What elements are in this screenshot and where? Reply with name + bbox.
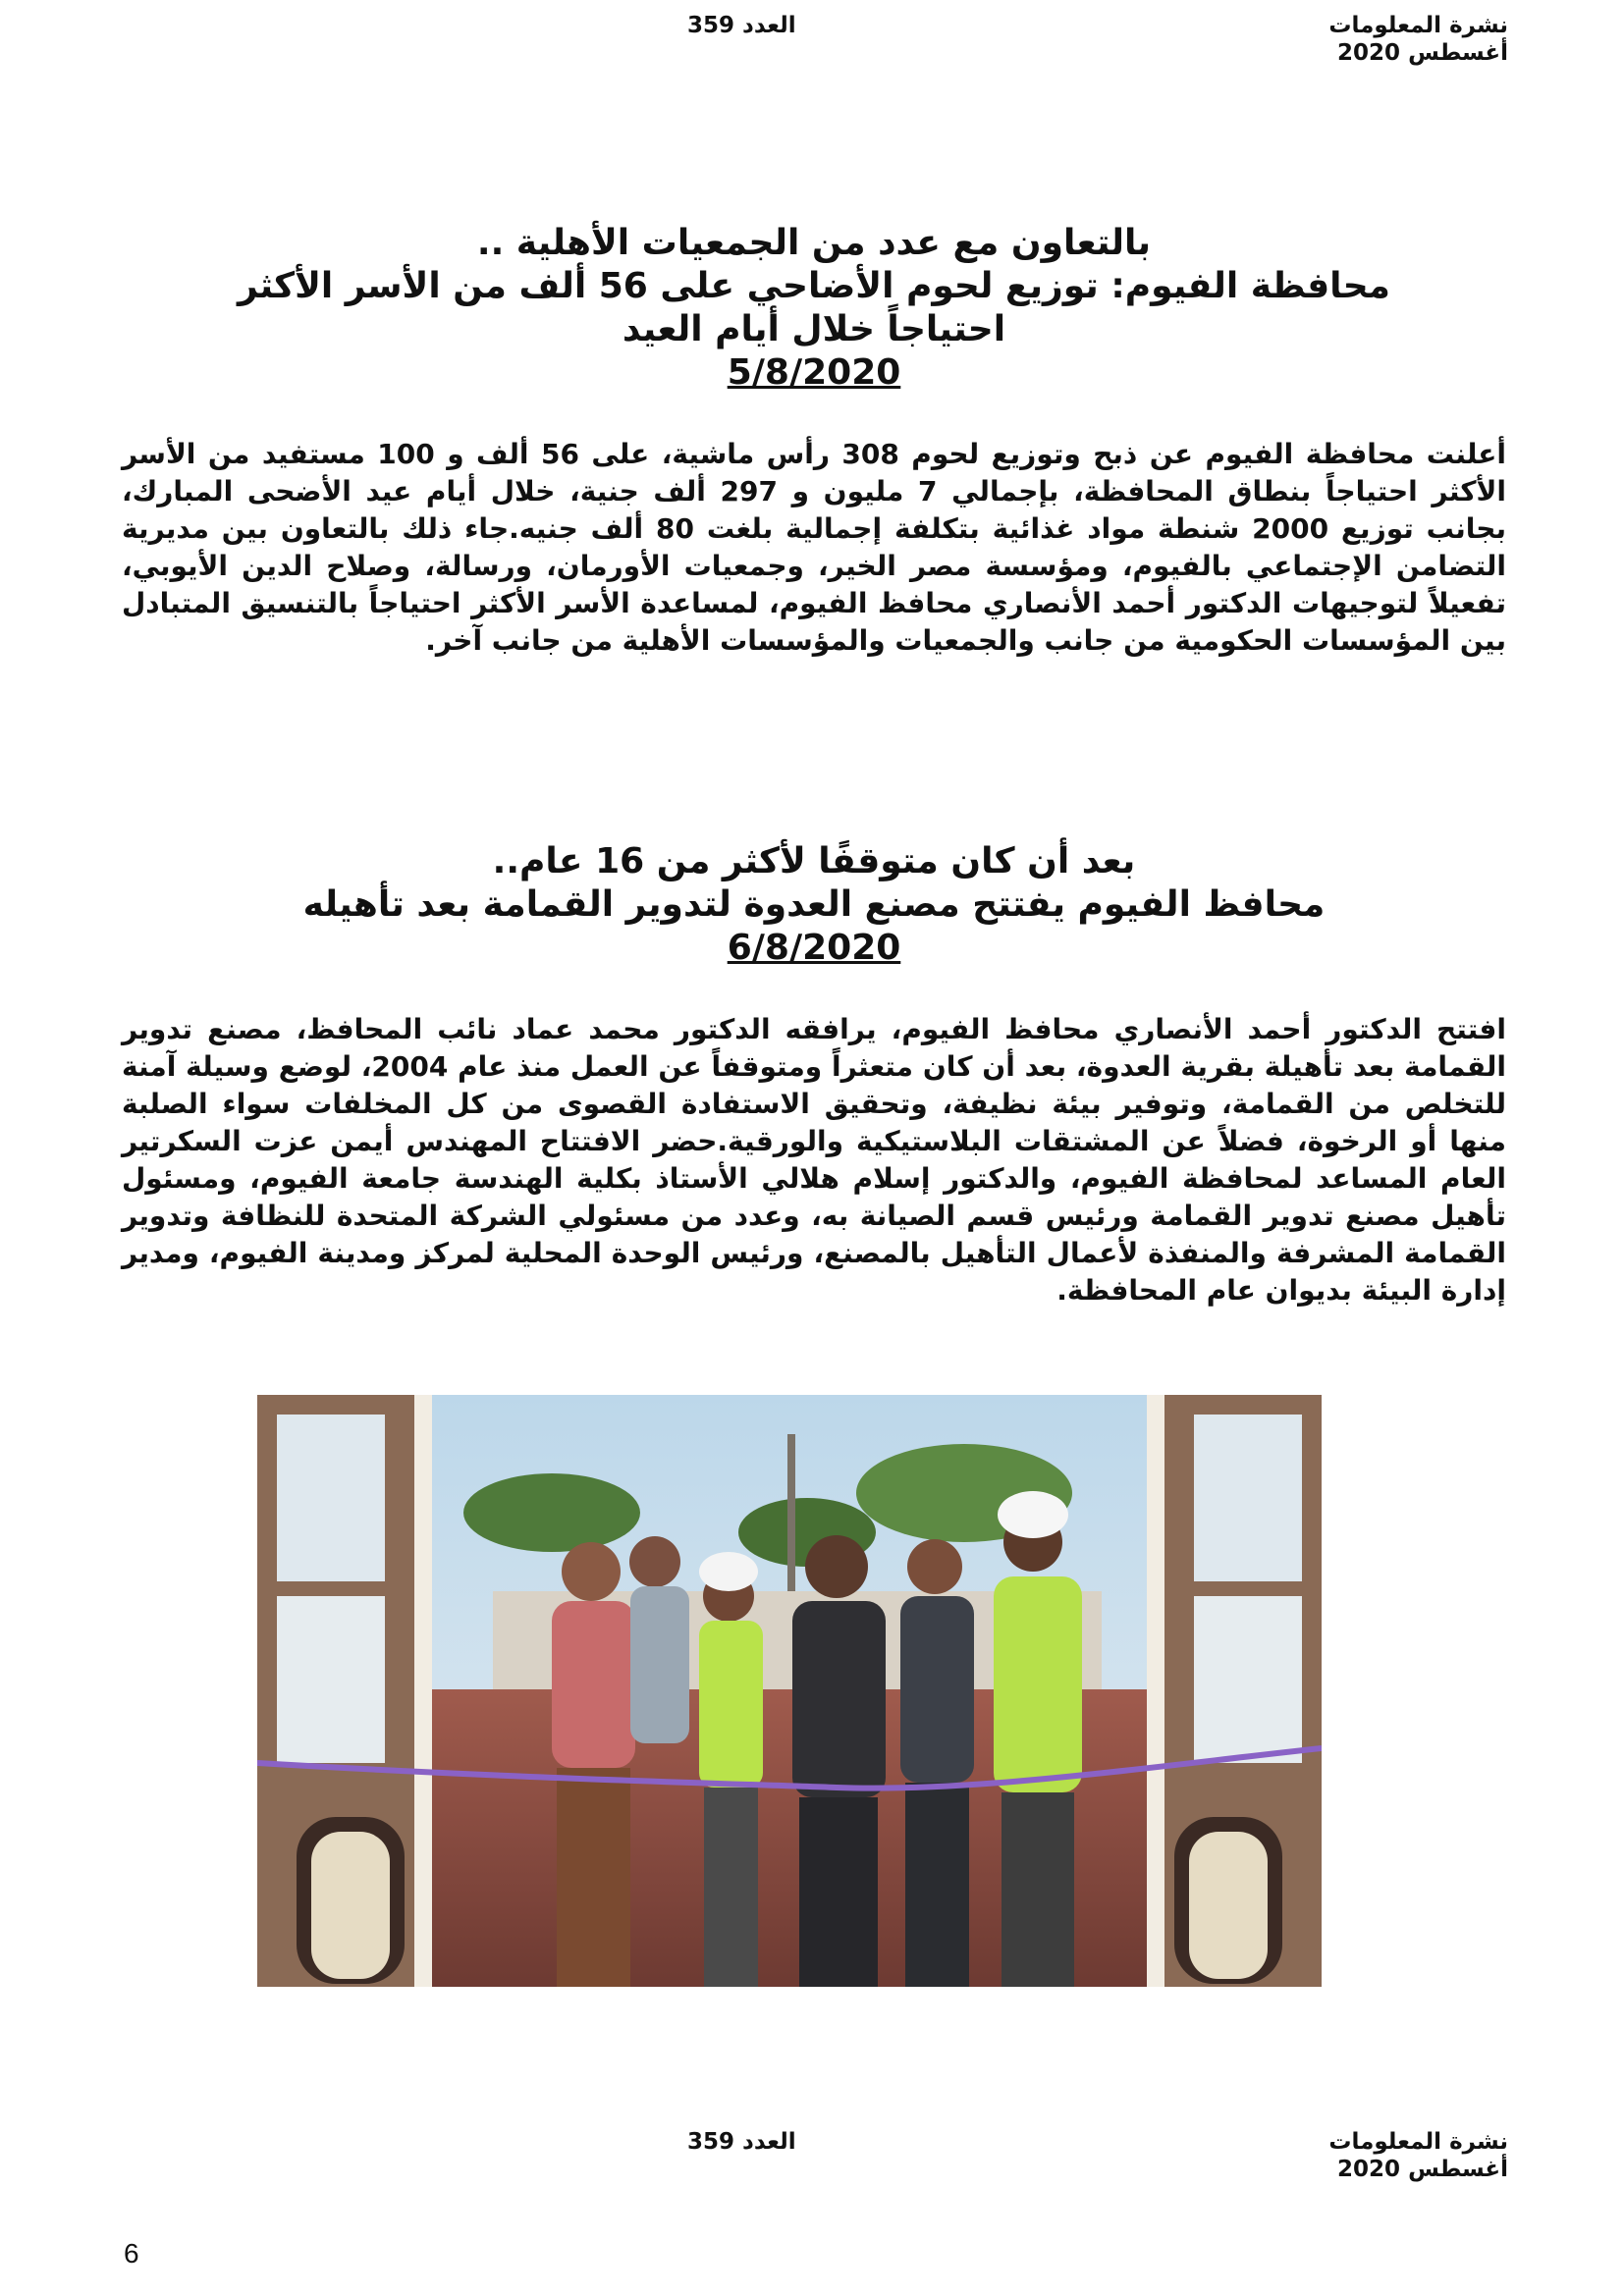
article-2-title-line: بعد أن كان متوقفًا لأكثر من 16 عام.. (492, 841, 1136, 881)
page-number: 6 (124, 2238, 139, 2269)
article-1-title-line: محافظة الفيوم: توزيع لحوم الأضاحي على 56 ألف من الأسر الأكثر (238, 266, 1390, 306)
article-1-title-line: احتياجاً خلال أيام العيد (622, 309, 1006, 349)
ribbon-cutting-photo (257, 1395, 1322, 1987)
footer-month: أغسطس 2020 (1337, 2157, 1508, 2182)
footer-publication: نشرة المعلومات (1328, 2129, 1508, 2155)
article-1-body: أعلنت محافظة الفيوم عن ذبح وتوزيع لحوم 308 رأس ماشية، على 56 ألف و 100 مستفيد من الأسر الأكثر احتياجاً بنطاق المحافظة، بإجمالي 7 مليون و 297 ألف جنية، خلال أيام عيد الأضحى المبارك، بجانب توزيع 2000 شنطة مواد غذائية بتكلفة إجمالية بلغت 80 ألف جنيه.جاء ذلك بالتعاون بين مديرية التضامن الإجتماعي بالفيوم، ومؤسسة مصر الخير، وجمعيات الأورمان، ورسالة، وصلاح الدين الأيوبي، تفعيلاً لتوجيهات الدكتور أحمد الأنصاري محافظ الفيوم، لمساعدة الأسر الأكثر احتياجاً بالتنسيق المتبادل بين المؤسسات الحكومية من جانب والجمعيات والمؤسسات الأهلية من جانب آخر. (122, 438, 1507, 657)
footer-right (1328, 2128, 1508, 2183)
article-2-title (122, 840, 1506, 970)
header-issue: العدد 359 (687, 13, 796, 38)
article-2-title-line: محافظ الفيوم يفتتح مصنع العدوة لتدوير القمامة بعد تأهيله (302, 884, 1326, 925)
header-right (1328, 12, 1508, 67)
article-1-title (122, 222, 1506, 395)
ribbon-cutting-illustration (257, 1395, 1322, 1987)
header-publication: نشرة المعلومات (1328, 13, 1508, 38)
article-1-title-line: بالتعاون مع عدد من الجمعيات الأهلية .. (476, 223, 1152, 263)
article-2 (122, 840, 1506, 1309)
article-2-date: 6/8/2020 (727, 928, 901, 968)
article-1 (122, 222, 1506, 660)
footer-issue: العدد 359 (687, 2129, 796, 2155)
article-1-date: 5/8/2020 (727, 352, 901, 393)
header-month: أغسطس 2020 (1337, 40, 1508, 66)
article-2-body: افتتح الدكتور أحمد الأنصاري محافظ الفيوم، يرافقه الدكتور محمد عماد نائب المحافظ، مصنع تدوير القمامة بعد تأهيلة بقرية العدوة، بعد أن كان متعثراً ومتوقفاً عن العمل منذ عام 2004، لوضع وسيلة آمنة للتخلص من القمامة، وتوفير بيئة نظيفة، وتحقيق الاستفادة القصوى من كل المخلفات سواء الصلبة منها أو الرخوة، فضلاً عن المشتقات البلاستيكية والورقية.حضر الافتتاح المهندس أيمن عزت السكرتير العام المساعد لمحافظة الفيوم، والدكتور إسلام هلالي الأستاذ بكلية الهندسة جامعة الفيوم، ومسئول تأهيل مصنع تدوير القمامة ورئيس قسم الصيانة به، وعدد من مسئولي الشركة المتحدة للنظافة وتدوير القمامة المشرفة والمنفذة لأعمال التأهيل بالمصنع، ورئيس الوحدة المحلية لمركز ومدينة الفيوم، ومدير إدارة البيئة بديوان عام المحافظة. (122, 1013, 1506, 1307)
